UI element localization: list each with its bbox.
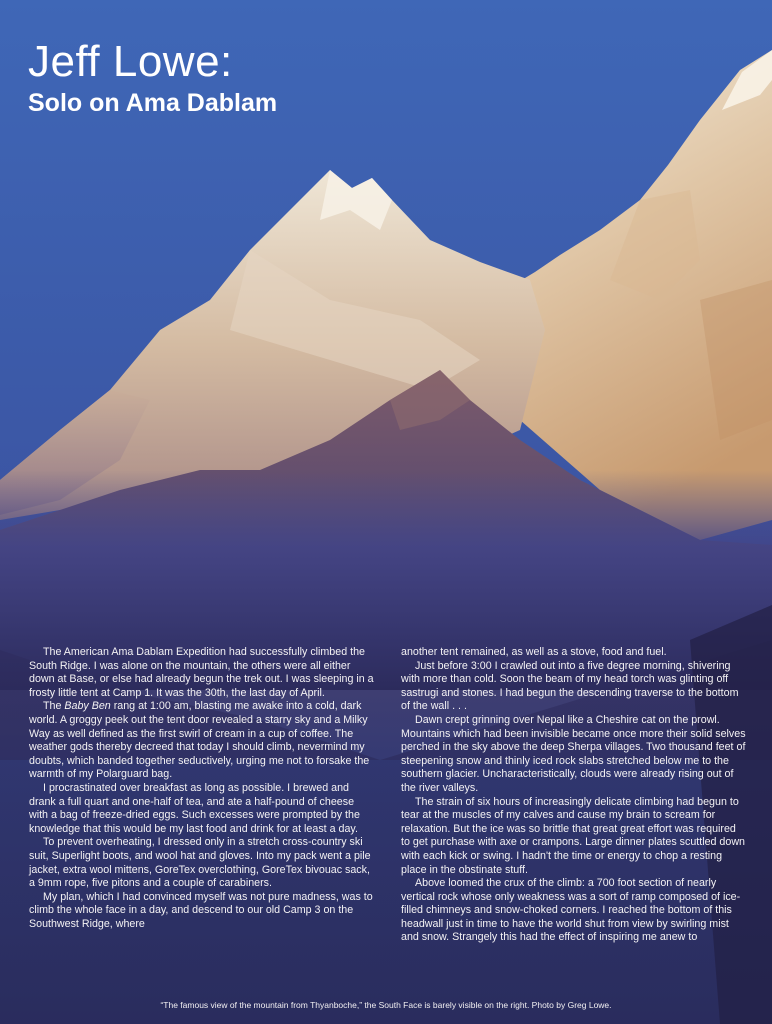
paragraph-text: another tent remained, as well as a stove, food and fuel. [401,646,667,658]
paragraph-text: The American Ama Dablam Expedition had successfully climbed the South Ridge. I was alone on the mountain, the others were all either down at Base, or else had already begun the trek out. I was sleeping in a frosty little tent at Camp 1. It was the 30th, the last day of April. [29,646,374,699]
body-paragraph [29,646,374,700]
article-title: Jeff Lowe: [28,37,233,86]
paragraph-text: Dawn crept grinning over Nepal like a Cheshire cat on the prowl. Mountains which had been invisible became once more their solid selves perched in the sky above the deep Sherpa villages. Two thousand feet of steepening snow and thinly iced rock slabs stretched below me to the southern glacier. Uncharacteristically, clouds were already rising out of the river valleys. [401,713,746,794]
paragraph-text: My plan, which I had convinced myself was not pure madness, was to climb the whole face in a day, and descend to our old Camp 3 on the Southwest Ridge, where [29,890,373,930]
body-column-left [29,646,374,931]
body-paragraph [29,891,374,932]
paragraph-text: The strain of six hours of increasingly delicate climbing had begun to tear at the muscles of my calves and cause my brain to scream for relaxation. But the ice was so brittle that great great effort was required to get purchase with axe or crampons. Large dinner plates scuttled down with each kick or swing. I hadn't the time or energy to chop a resting place in the obstinate stuff. [401,795,745,876]
body-paragraph [29,700,374,782]
photo-caption: “The famous view of the mountain from Thyanboche,” the South Face is barely visible on the right. Photo by Greg Lowe. [160,1000,612,1010]
paragraph-text: rang at 1:00 am, blasting me awake into a cold, dark world. A groggy peek out the tent door revealed a starry sky and a Milky Way as well defined as the first swirl of cream in a cup of coffee. The weather gods thereby decreed that today I should climb, nevermind my doubts, which banded together seductively, urging me not to forsake the warmth of my Polarguard bag. [29,700,370,781]
body-paragraph [401,877,746,945]
body-paragraph [29,782,374,836]
italic-text: Baby Ben [64,700,111,713]
paragraph-text: I procrastinated over breakfast as long as possible. I brewed and drank a full quart and one-half of tea, and ate a half-pound of cheese with a bag of freeze-dried eggs. Such excesses were prompted by the knowledge that this would be my last food and drink for at least a day. [29,781,360,835]
body-paragraph [401,660,746,714]
body-column-right [401,646,746,945]
body-paragraph [29,836,374,890]
body-paragraph [401,714,746,796]
body-paragraph [401,646,746,660]
article-subtitle: Solo on Ama Dablam [28,89,278,117]
paragraph-text: To prevent overheating, I dressed only in a stretch cross-country ski suit, Superlight boots, and wool hat and gloves. Into my pack went a pile jacket, extra wool mittens, GoreTex overclothing, GoreTex bivouac sack, a 9mm rope, five pitons and a couple of carabiners. [29,836,371,890]
paragraph-text: Just before 3:00 I crawled out into a five degree morning, shivering with more than cold. Soon the beam of my head torch was glinting off sastrugi and stones. I had begun the descending traverse to the bottom of the wall . . . [401,659,739,713]
paragraph-text: Above loomed the crux of the climb: a 700 foot section of nearly vertical rock whose only weakness was a sort of ramp composed of ice-filled chimneys and snow-choked corners. I reached the bottom of this headwall just in time to have the world shut from view by swirling mist and snow. Strangely this had the effect of inspiring me anew to [401,877,741,944]
paragraph-text: The [43,700,65,713]
body-paragraph [401,796,746,878]
